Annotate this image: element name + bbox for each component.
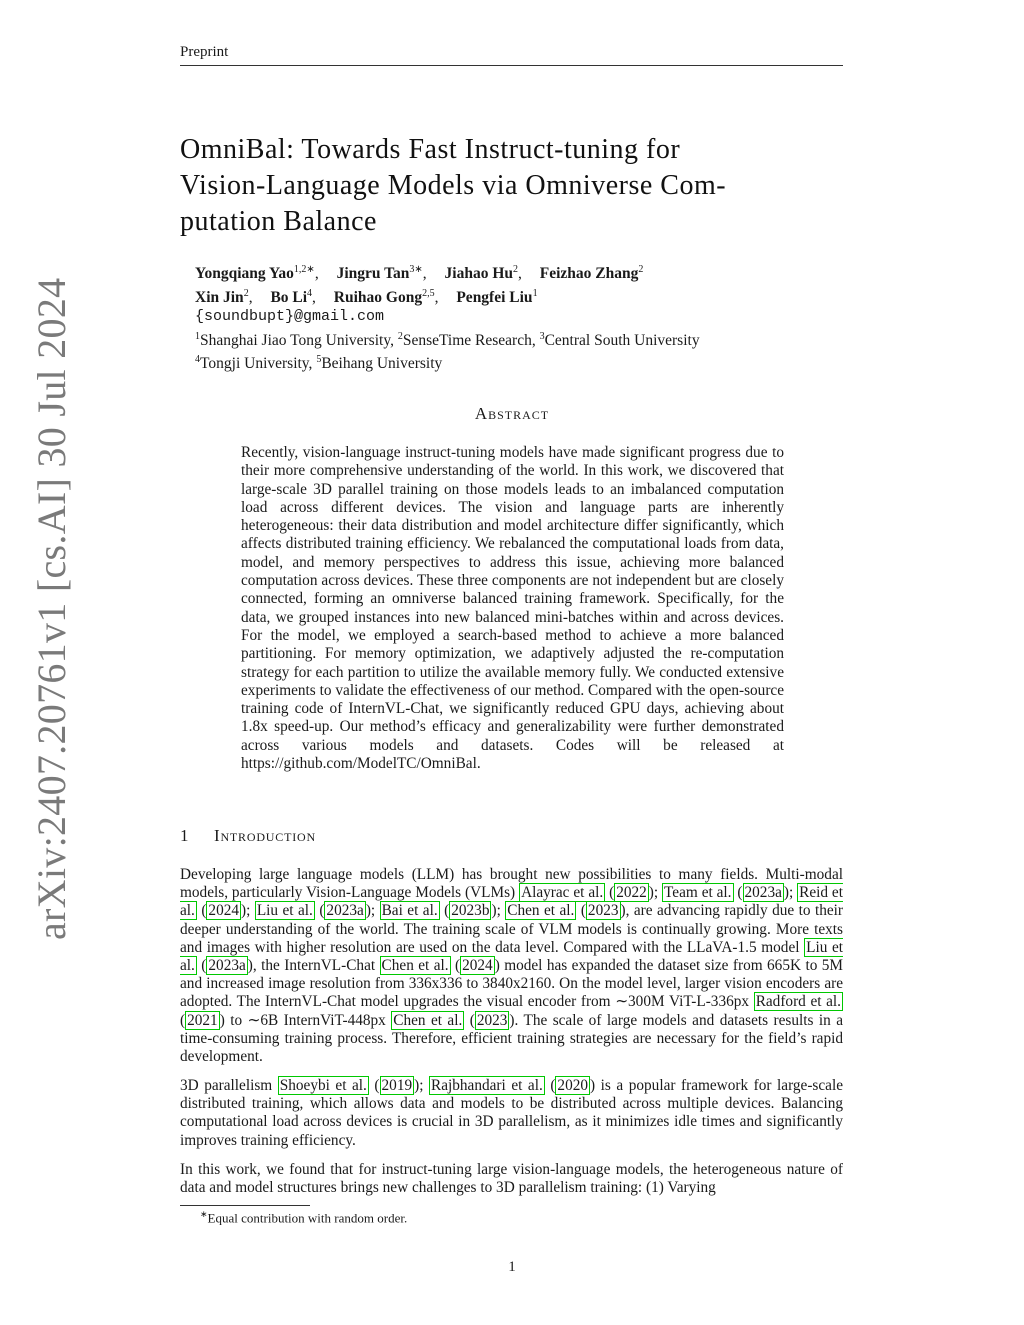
affiliation-line-1 (195, 327, 835, 351)
author-name: Feizhao Zhang (539, 265, 639, 283)
citation-link[interactable]: 2021 (187, 1011, 218, 1029)
author-sup: 2 (243, 287, 249, 299)
citation-link[interactable]: 2020 (557, 1077, 589, 1094)
citation-link[interactable]: 2022 (616, 884, 647, 902)
paragraph-text: ); (491, 902, 506, 920)
citation-link[interactable]: 2024 (208, 902, 240, 920)
affil-sup: 4 (195, 354, 200, 366)
paragraph-text: ( (196, 902, 207, 920)
footnote-mark: ∗ (200, 1209, 208, 1219)
title-line: putation Balance (180, 206, 377, 237)
citation-link[interactable]: 2023a (208, 957, 246, 975)
author-row-2: Xin Jin$^2$, Bo Li$^4$, Ruihao Gong$^{2,5}$, Pengfei Liu$^1$ (195, 287, 538, 306)
affiliation: Central South University (544, 331, 700, 349)
paragraph-text: ) to ∼6B InternViT-448px (219, 1011, 392, 1029)
page-number: 1 (508, 1259, 516, 1275)
citation-link[interactable]: 2023a (744, 884, 782, 902)
author-sup: 1 (532, 287, 538, 299)
citation-link[interactable]: 2024 (462, 957, 493, 975)
title-line: OmniBal: Towards Fast Instruct-tuning for (180, 134, 681, 165)
paragraph-text: 3D parallelism (180, 1077, 278, 1094)
citation-link[interactable]: 2023a (326, 902, 364, 920)
paragraph-text: ( (464, 1011, 475, 1029)
paragraph-text: ) is a popular framework for large-scale distributed training, which allows data and models to be distributed across multiple devices. Balancing computational load across devices is crucial in 3D parallelism, as it minimizes idle times and significantly improves training efficiency. (180, 1077, 843, 1149)
abstract-body: Recently, vision-language instruct-tuning models have made significant progress due to their more comprehensive understanding of the world. In this work, we discovered that large-scale 3D parallel training on those models leads to an imbalanced computation load across different devices. The vision and language parts are inherently heterogeneous: their data distribution and model architecture differ significantly, which affects distributed training efficiency. We rebalanced the computational loads from data, model, and memory perspectives to address this issue, achieving more balanced computation across devices. These three components are not independent but are closely connected, forming an omniverse balanced training framework. Specifically, for the data, we grouped instances into new balanced mini-batches within and across devices. For the model, we employed a search-based method to achieve a more balanced partitioning. For memory optimization, we adaptively adjusted the re-computation strategy for each partition to utilize the available memory fully. We conducted extensive experiments to validate the effectiveness of our method. Compared with the open-source training code of InternVL-Chat, we significantly reduced GPU days, achieving about 1.8x speed-up. Our method’s efficacy and generalizability were further demonstrated across various models and datasets. Codes will be released at https://github.com/ModelTC/OmniBal. (241, 444, 784, 773)
author-sup: 4 (307, 287, 313, 299)
affil-sup: 1 (195, 330, 200, 342)
paragraph-text: ( (314, 902, 325, 920)
paragraph-text: ( (196, 957, 207, 975)
section-heading (180, 826, 316, 846)
footnote (200, 1209, 407, 1226)
author-sup: 1,2 (293, 264, 307, 275)
author-mark: ∗ (306, 264, 315, 275)
author-sup: 2 (638, 264, 644, 275)
affiliation: Beihang University (321, 355, 443, 373)
citation-link[interactable]: Reid et al. (180, 884, 843, 920)
citation-link[interactable]: Liu et al. (180, 938, 844, 975)
citation-link[interactable]: 2023b (451, 902, 490, 920)
affil-sup: 2 (397, 330, 403, 342)
section-title: Introduction (214, 826, 316, 845)
paragraph-text: In this work, we found that for instruct-tuning large vision-language models, the heterogeneous nature of data and model structures brings new challenges to 3D parallelism training: (1) Varying (180, 1161, 843, 1197)
paragraph-text: ); (648, 884, 663, 902)
paragraph-text: ); (783, 884, 798, 902)
citation-link[interactable]: Chen et al. (393, 1011, 463, 1029)
citation-link[interactable]: Chen et al. (507, 902, 575, 920)
paragraph-text: ); (414, 1077, 430, 1094)
citation-link[interactable]: 2019 (381, 1077, 413, 1094)
abstract-heading (0, 404, 1024, 424)
section-number: 1 (180, 826, 190, 845)
author-name: Bo Li (270, 288, 308, 306)
author-email: {soundbupt}@gmail.com (195, 308, 385, 326)
affiliation-line-2 (195, 350, 835, 374)
citation-link[interactable]: Rajbhandari et al. (431, 1077, 543, 1094)
author-sup: 2 (513, 264, 518, 275)
paragraph-text: ( (368, 1077, 380, 1094)
paragraph-text: ( (450, 957, 461, 975)
paragraph-text: Developing large language models (LLM) has brought new possibilities to many fields. Multi-modal models, particularly Vision-Language Models (VLMs) (180, 866, 843, 902)
intro-paragraph-2 (180, 1077, 843, 1150)
affiliation: Tongji University, (200, 355, 317, 373)
arxiv-stamp: arXiv:2407.20761v1 [cs.AI] 30 Jul 2024 (29, 277, 74, 940)
author-name: Xin Jin (195, 288, 244, 306)
citation-link[interactable]: Bai et al. (381, 902, 438, 920)
author-sup: 2,5 (422, 287, 435, 299)
paragraph-text: ); (241, 902, 255, 920)
title-line: Vision-Language Models via Omniverse Com- (180, 170, 727, 201)
paragraph-text: ( (439, 902, 450, 920)
author-name: Jingru Tan (336, 265, 410, 283)
affiliation: Shanghai Jiao Tong University, (200, 331, 398, 349)
author-name: Yongqiang Yao (195, 265, 294, 283)
author-name: Ruihao Gong (333, 288, 423, 306)
affil-sup: 3 (539, 330, 545, 342)
citation-link[interactable]: Radford et al. (755, 993, 841, 1011)
author-sup: 3 (409, 264, 415, 275)
abstract-heading-text: Abstract (474, 404, 550, 423)
paragraph-text: ( (576, 902, 586, 920)
paragraph-text: ), the InternVL-Chat (247, 957, 380, 975)
running-header: Preprint (180, 44, 229, 60)
author-name: Pengfei Liu (456, 288, 533, 306)
intro-paragraph-1 (180, 866, 843, 1066)
author-name: Jiahao Hu (444, 265, 513, 283)
citation-link[interactable]: Liu et al. (256, 902, 313, 920)
paragraph-text: ( (544, 1077, 556, 1094)
intro-paragraph-3 (180, 1161, 843, 1197)
paper-title (180, 132, 843, 240)
footnote-rule (180, 1205, 310, 1206)
citation-link[interactable]: Chen et al. (381, 957, 449, 975)
author-block (195, 260, 835, 374)
footnote-text: Equal contribution with random order. (207, 1210, 408, 1226)
citation-link[interactable]: 2023 (587, 902, 619, 920)
citation-link[interactable]: Alayrac et al. (521, 884, 604, 902)
paragraph-text: ) model has expanded the dataset size from 665K to 5M and increased image resolution from 336x336 to 3840x2160. On the model level, larger vision encoders are adopted. The InternVL-Chat model upgrades the visual encoder from ∼300M ViT-L-336px (180, 957, 844, 1011)
affil-sup: 5 (316, 354, 322, 366)
paragraph-text: ( (605, 884, 615, 902)
citation-link[interactable]: Shoeybi et al. (279, 1077, 367, 1094)
paragraph-text: ). The scale of large models and datasets results in a time-consuming training process. Therefore, efficient training strategies are necessary for the field’s rapid development. (180, 1011, 844, 1066)
paragraph-text: ( (733, 884, 743, 902)
paragraph-text: ); (365, 902, 380, 920)
paragraph-text: ( (180, 1011, 186, 1029)
citation-link[interactable]: 2023 (476, 1011, 508, 1029)
affiliation: SenseTime Research, (402, 331, 540, 349)
paragraph-text: ), are advancing rapidly due to their deeper understanding of the world. The training scale of VLM models is continually growing. More texts and images with higher resolution are used on the data level. Compared with the LLaVA-1.5 model (180, 902, 844, 956)
author-mark: ∗ (414, 264, 423, 275)
author-row-1: Yongqiang Yao$^{1,2∗}$, Jingru Tan$^{3∗}$, Jiahao Hu$^2$, Feizhao Zhang$^2$ (195, 264, 644, 283)
header-rule (180, 65, 843, 66)
citation-link[interactable]: Team et al. (664, 884, 732, 902)
